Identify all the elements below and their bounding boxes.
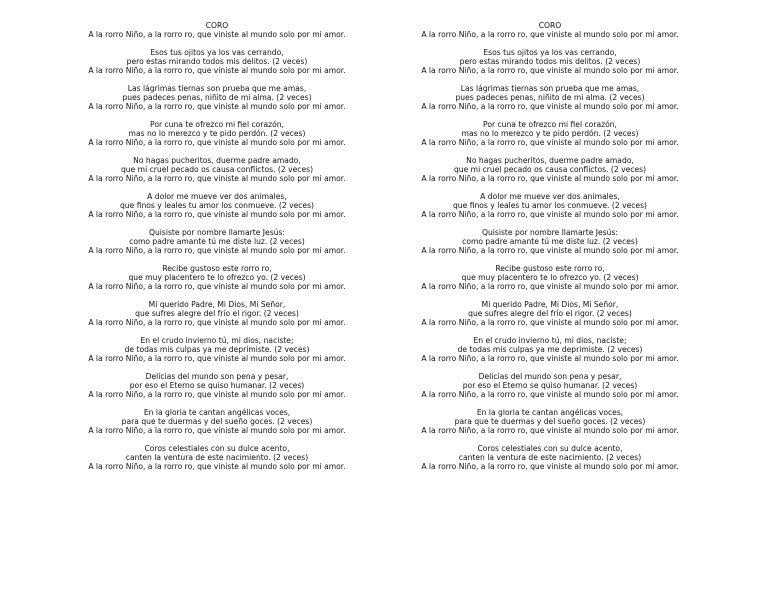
- stanza: [390, 48, 710, 75]
- verse-line: Por cuna te ofrezco mi fiel corazón,: [483, 120, 617, 129]
- chorus-line: A la rorro Niño, a la rorro ro, que viniste al mundo solo por mi amor.: [421, 318, 679, 327]
- chorus-line: A la rorro Niño, a la rorro ro, que viniste al mundo solo por mi amor.: [88, 174, 346, 183]
- verse-line: Las lágrimas tiernas son prueba que me amas,: [127, 84, 307, 93]
- stanza: [57, 228, 377, 255]
- chorus-line: A la rorro Niño, a la rorro ro, que viniste al mundo solo por mi amor.: [88, 246, 346, 255]
- verse-line: para que te duermas y del sueño goces. (2 veces): [121, 417, 313, 426]
- chorus-line: A la rorro Niño, a la rorro ro, que viniste al mundo solo por mi amor.: [88, 462, 346, 471]
- verse-line: pues padeces penas, niñito de mi alma. (2 veces): [122, 93, 312, 102]
- verse-line: canten la ventura de este nacimiento. (2 veces): [125, 453, 309, 462]
- stanza: [57, 48, 377, 75]
- lyrics-column-right: [390, 21, 710, 480]
- verse-line: para que te duermas y del sueño goces. (2 veces): [454, 417, 646, 426]
- stanza: [390, 156, 710, 183]
- chorus-line: A la rorro Niño, a la rorro ro, que viniste al mundo solo por mi amor.: [88, 138, 346, 147]
- chorus-line: A la rorro Niño, a la rorro ro, que viniste al mundo solo por mi amor.: [88, 354, 346, 363]
- stanza: [57, 84, 377, 111]
- stanza: [390, 408, 710, 435]
- chorus-line: A la rorro Niño, a la rorro ro, que viniste al mundo solo por mi amor.: [421, 30, 679, 39]
- verse-line: mas no lo merezco y te pido perdón. (2 veces): [128, 129, 306, 138]
- verse-line: que finos y leales tu amor los conmueve. (2 veces): [452, 201, 648, 210]
- verse-line: que sufres alegre del frío el rigor. (2 veces): [468, 309, 632, 318]
- chorus-title: CORO: [205, 21, 229, 30]
- verse-line: que mi cruel pecado os causa conflictos. (2 veces): [453, 165, 647, 174]
- verse-line: que mi cruel pecado os causa conflictos. (2 veces): [120, 165, 314, 174]
- verse-line: No hagas pucheritos, duerme padre amado,: [133, 156, 301, 165]
- stanza: [57, 372, 377, 399]
- verse-line: Esos tus ojitos ya los vas cerrando,: [483, 48, 617, 57]
- chorus-line: A la rorro Niño, a la rorro ro, que viniste al mundo solo por mi amor.: [421, 354, 679, 363]
- verse-line: Quisiste por nombre llamarte Jesús:: [481, 228, 618, 237]
- verse-line: No hagas pucheritos, duerme padre amado,: [466, 156, 634, 165]
- chorus-title: CORO: [538, 21, 562, 30]
- chorus-block: [57, 21, 377, 39]
- chorus-line: A la rorro Niño, a la rorro ro, que viniste al mundo solo por mi amor.: [421, 282, 679, 291]
- chorus-line: A la rorro Niño, a la rorro ro, que viniste al mundo solo por mi amor.: [88, 30, 346, 39]
- stanza: [390, 228, 710, 255]
- chorus-line: A la rorro Niño, a la rorro ro, que viniste al mundo solo por mi amor.: [421, 102, 679, 111]
- verse-line: Mi querido Padre, Mi Dios, Mi Señor,: [148, 300, 286, 309]
- stanza: [57, 264, 377, 291]
- chorus-line: A la rorro Niño, a la rorro ro, que viniste al mundo solo por mi amor.: [88, 66, 346, 75]
- stanza: [57, 444, 377, 471]
- verse-line: canten la ventura de este nacimiento. (2 veces): [458, 453, 642, 462]
- verse-line: de todas mis culpas ya me deprimiste. (2 veces): [457, 345, 643, 354]
- chorus-line: A la rorro Niño, a la rorro ro, que viniste al mundo solo por mi amor.: [421, 174, 679, 183]
- stanza: [57, 120, 377, 147]
- chorus-line: A la rorro Niño, a la rorro ro, que viniste al mundo solo por mi amor.: [88, 390, 346, 399]
- verse-line: En la gloria te cantan angélicas voces,: [476, 408, 624, 417]
- verse-line: Mi querido Padre, Mi Dios, Mi Señor,: [481, 300, 619, 309]
- verse-line: por eso el Eterno se quiso humanar. (2 veces): [129, 381, 305, 390]
- stanza: [57, 192, 377, 219]
- verse-line: Quisiste por nombre llamarte Jesús:: [148, 228, 285, 237]
- verse-line: A dolor me mueve ver dos animales,: [147, 192, 287, 201]
- verse-line: Coros celestiales con su dulce acento,: [477, 444, 623, 453]
- verse-line: de todas mis culpas ya me deprimiste. (2 veces): [124, 345, 310, 354]
- verse-line: Coros celestiales con su dulce acento,: [144, 444, 290, 453]
- lyrics-column-left: [57, 21, 377, 480]
- chorus-line: A la rorro Niño, a la rorro ro, que viniste al mundo solo por mi amor.: [421, 138, 679, 147]
- chorus-line: A la rorro Niño, a la rorro ro, que viniste al mundo solo por mi amor.: [421, 462, 679, 471]
- chorus-line: A la rorro Niño, a la rorro ro, que viniste al mundo solo por mi amor.: [88, 282, 346, 291]
- stanza-list: [57, 39, 377, 471]
- stanza: [57, 336, 377, 363]
- stanza: [390, 336, 710, 363]
- verse-line: pues padeces penas, niñito de mi alma. (2 veces): [455, 93, 645, 102]
- stanza: [390, 84, 710, 111]
- verse-line: A dolor me mueve ver dos animales,: [480, 192, 620, 201]
- stanza: [390, 372, 710, 399]
- chorus-line: A la rorro Niño, a la rorro ro, que viniste al mundo solo por mi amor.: [421, 390, 679, 399]
- stanza: [390, 120, 710, 147]
- chorus-line: A la rorro Niño, a la rorro ro, que viniste al mundo solo por mi amor.: [88, 102, 346, 111]
- verse-line: En la gloria te cantan angélicas voces,: [143, 408, 291, 417]
- stanza-list: [390, 39, 710, 471]
- verse-line: que sufres alegre del frío el rigor. (2 veces): [135, 309, 299, 318]
- verse-line: mas no lo merezco y te pido perdón. (2 veces): [461, 129, 639, 138]
- verse-line: Delicias del mundo son pena y pesar,: [478, 372, 622, 381]
- chorus-line: A la rorro Niño, a la rorro ro, que viniste al mundo solo por mi amor.: [88, 210, 346, 219]
- verse-line: pero estas mirando todos mis delitos. (2 veces): [126, 57, 308, 66]
- verse-line: como padre amante tú me diste luz. (2 veces): [462, 237, 638, 246]
- chorus-line: A la rorro Niño, a la rorro ro, que viniste al mundo solo por mi amor.: [88, 426, 346, 435]
- stanza: [390, 264, 710, 291]
- verse-line: que muy placentero te lo ofrezco yo. (2 veces): [461, 273, 639, 282]
- verse-line: pero estas mirando todos mis delitos. (2 veces): [459, 57, 641, 66]
- verse-line: Delicias del mundo son pena y pesar,: [145, 372, 289, 381]
- verse-line: Recibe gustoso este rorro ro,: [162, 264, 272, 273]
- verse-line: En el crudo invierno tú, mi dios, naciste;: [473, 336, 627, 345]
- chorus-block: [390, 21, 710, 39]
- chorus-line: A la rorro Niño, a la rorro ro, que viniste al mundo solo por mi amor.: [88, 318, 346, 327]
- verse-line: Las lágrimas tiernas son prueba que me amas,: [460, 84, 640, 93]
- stanza: [390, 192, 710, 219]
- verse-line: Esos tus ojitos ya los vas cerrando,: [150, 48, 284, 57]
- verse-line: por eso el Eterno se quiso humanar. (2 veces): [462, 381, 638, 390]
- verse-line: que muy placentero te lo ofrezco yo. (2 veces): [128, 273, 306, 282]
- stanza: [57, 408, 377, 435]
- stanza: [57, 156, 377, 183]
- stanza: [390, 300, 710, 327]
- verse-line: como padre amante tú me diste luz. (2 veces): [129, 237, 305, 246]
- stanza: [57, 300, 377, 327]
- stanza: [390, 444, 710, 471]
- chorus-line: A la rorro Niño, a la rorro ro, que viniste al mundo solo por mi amor.: [421, 210, 679, 219]
- verse-line: Recibe gustoso este rorro ro,: [495, 264, 605, 273]
- verse-line: En el crudo invierno tú, mi dios, naciste;: [140, 336, 294, 345]
- verse-line: que finos y leales tu amor los conmueve. (2 veces): [119, 201, 315, 210]
- verse-line: Por cuna te ofrezco mi fiel corazón,: [150, 120, 284, 129]
- chorus-line: A la rorro Niño, a la rorro ro, que viniste al mundo solo por mi amor.: [421, 246, 679, 255]
- chorus-line: A la rorro Niño, a la rorro ro, que viniste al mundo solo por mi amor.: [421, 426, 679, 435]
- chorus-line: A la rorro Niño, a la rorro ro, que viniste al mundo solo por mi amor.: [421, 66, 679, 75]
